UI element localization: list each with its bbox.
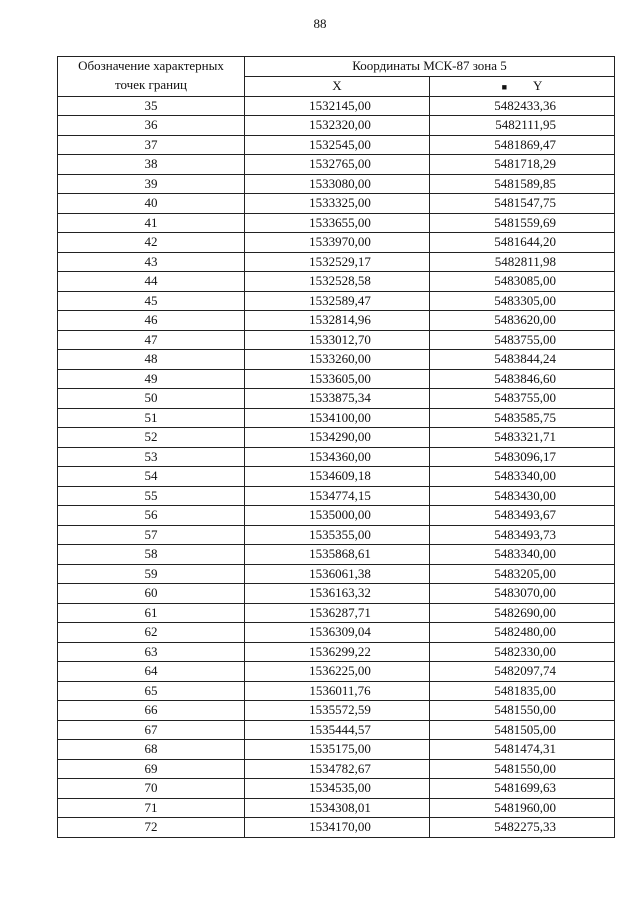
x-coordinate-cell: 1536225,00 xyxy=(245,662,430,682)
x-coordinate-cell: 1535000,00 xyxy=(245,506,430,526)
table-row xyxy=(58,272,615,292)
x-coordinate-cell: 1532145,00 xyxy=(245,96,430,116)
y-coordinate-cell: 5483493,67 xyxy=(430,506,615,526)
point-header-line1: Обозначение характерных xyxy=(58,57,245,77)
y-coordinate-cell: 5483340,00 xyxy=(430,467,615,487)
y-coordinate-cell: 5481474,31 xyxy=(430,740,615,760)
x-coordinate-cell: 1536309,04 xyxy=(245,623,430,643)
x-coordinate-cell: 1535444,57 xyxy=(245,720,430,740)
y-coordinate-cell: 5481559,69 xyxy=(430,213,615,233)
x-coordinate-cell: 1535355,00 xyxy=(245,525,430,545)
y-coordinate-cell: 5483070,00 xyxy=(430,584,615,604)
y-coordinate-cell: 5483755,00 xyxy=(430,330,615,350)
y-coordinate-cell: 5483205,00 xyxy=(430,564,615,584)
point-number-cell: 68 xyxy=(58,740,245,760)
table-row xyxy=(58,740,615,760)
point-number-cell: 35 xyxy=(58,96,245,116)
table-row xyxy=(58,428,615,448)
x-coordinate-cell: 1533012,70 xyxy=(245,330,430,350)
point-header-line2: точек границ xyxy=(58,76,245,96)
table-row xyxy=(58,545,615,565)
coordinates-table xyxy=(57,56,615,838)
y-coordinate-cell: 5481550,00 xyxy=(430,701,615,721)
table-row xyxy=(58,447,615,467)
x-coordinate-cell: 1532814,96 xyxy=(245,311,430,331)
x-coordinate-cell: 1536287,71 xyxy=(245,603,430,623)
table-row xyxy=(58,623,615,643)
y-coordinate-cell: 5481835,00 xyxy=(430,681,615,701)
point-number-cell: 66 xyxy=(58,701,245,721)
y-coordinate-cell: 5481718,29 xyxy=(430,155,615,175)
table-row xyxy=(58,369,615,389)
x-coordinate-cell: 1535175,00 xyxy=(245,740,430,760)
y-coordinate-cell: 5483755,00 xyxy=(430,389,615,409)
point-number-cell: 52 xyxy=(58,428,245,448)
x-coordinate-cell: 1533325,00 xyxy=(245,194,430,214)
x-coordinate-cell: 1533260,00 xyxy=(245,350,430,370)
y-coordinate-cell: 5482433,36 xyxy=(430,96,615,116)
header-row-1 xyxy=(58,57,615,77)
point-number-cell: 48 xyxy=(58,350,245,370)
y-coordinate-cell: 5481547,75 xyxy=(430,194,615,214)
x-coordinate-cell: 1534360,00 xyxy=(245,447,430,467)
table-row xyxy=(58,408,615,428)
y-coordinate-cell: 5482480,00 xyxy=(430,623,615,643)
y-coordinate-cell: 5481644,20 xyxy=(430,233,615,253)
table-row xyxy=(58,818,615,838)
point-number-cell: 45 xyxy=(58,291,245,311)
y-coordinate-cell: 5483620,00 xyxy=(430,311,615,331)
coords-header: Координаты МСК-87 зона 5 xyxy=(245,57,615,77)
y-coordinate-cell: 5482811,98 xyxy=(430,252,615,272)
point-number-cell: 37 xyxy=(58,135,245,155)
point-number-cell: 67 xyxy=(58,720,245,740)
table-row xyxy=(58,233,615,253)
point-number-cell: 43 xyxy=(58,252,245,272)
table-row xyxy=(58,116,615,136)
x-coordinate-cell: 1533080,00 xyxy=(245,174,430,194)
x-coordinate-cell: 1534782,67 xyxy=(245,759,430,779)
x-coordinate-cell: 1532529,17 xyxy=(245,252,430,272)
table-row xyxy=(58,564,615,584)
x-coordinate-cell: 1536299,22 xyxy=(245,642,430,662)
dot-mark: ■ xyxy=(501,81,508,92)
y-header xyxy=(430,76,615,96)
page-number: 88 xyxy=(313,16,327,31)
table-row xyxy=(58,506,615,526)
point-number-cell: 63 xyxy=(58,642,245,662)
x-coordinate-cell: 1536061,38 xyxy=(245,564,430,584)
table-row xyxy=(58,291,615,311)
table-row xyxy=(58,720,615,740)
x-coordinate-cell: 1534170,00 xyxy=(245,818,430,838)
y-coordinate-cell: 5483305,00 xyxy=(430,291,615,311)
table-row xyxy=(58,701,615,721)
point-number-cell: 44 xyxy=(58,272,245,292)
y-coordinate-cell: 5483085,00 xyxy=(430,272,615,292)
x-coordinate-cell: 1532589,47 xyxy=(245,291,430,311)
point-number-cell: 39 xyxy=(58,174,245,194)
point-number-cell: 36 xyxy=(58,116,245,136)
table-row xyxy=(58,350,615,370)
y-coordinate-cell: 5483430,00 xyxy=(430,486,615,506)
table-row xyxy=(58,213,615,233)
point-number-cell: 65 xyxy=(58,681,245,701)
y-coordinate-cell: 5483340,00 xyxy=(430,545,615,565)
point-number-cell: 55 xyxy=(58,486,245,506)
y-coordinate-cell: 5483585,75 xyxy=(430,408,615,428)
point-number-cell: 58 xyxy=(58,545,245,565)
y-coordinate-cell: 5481869,47 xyxy=(430,135,615,155)
y-coordinate-cell: 5483096,17 xyxy=(430,447,615,467)
x-coordinate-cell: 1534100,00 xyxy=(245,408,430,428)
y-coordinate-cell: 5483493,73 xyxy=(430,525,615,545)
table-row xyxy=(58,759,615,779)
point-number-cell: 56 xyxy=(58,506,245,526)
table-row xyxy=(58,330,615,350)
point-number-cell: 46 xyxy=(58,311,245,331)
point-number-cell: 54 xyxy=(58,467,245,487)
x-coordinate-cell: 1533875,34 xyxy=(245,389,430,409)
point-number-cell: 64 xyxy=(58,662,245,682)
point-number-cell: 50 xyxy=(58,389,245,409)
table-row xyxy=(58,155,615,175)
x-coordinate-cell: 1533970,00 xyxy=(245,233,430,253)
table-row xyxy=(58,584,615,604)
table-row xyxy=(58,311,615,331)
table-row xyxy=(58,96,615,116)
y-coordinate-cell: 5482111,95 xyxy=(430,116,615,136)
point-number-cell: 42 xyxy=(58,233,245,253)
x-coordinate-cell: 1532545,00 xyxy=(245,135,430,155)
point-number-cell: 53 xyxy=(58,447,245,467)
y-coordinate-cell: 5483846,60 xyxy=(430,369,615,389)
x-coordinate-cell: 1535868,61 xyxy=(245,545,430,565)
point-number-cell: 40 xyxy=(58,194,245,214)
table-row xyxy=(58,486,615,506)
x-coordinate-cell: 1532528,58 xyxy=(245,272,430,292)
table-row xyxy=(58,467,615,487)
x-coordinate-cell: 1532320,00 xyxy=(245,116,430,136)
point-number-cell: 49 xyxy=(58,369,245,389)
x-header: X xyxy=(245,76,430,96)
table-row xyxy=(58,174,615,194)
point-number-cell: 47 xyxy=(58,330,245,350)
point-number-cell: 60 xyxy=(58,584,245,604)
point-number-cell: 57 xyxy=(58,525,245,545)
point-number-cell: 38 xyxy=(58,155,245,175)
x-coordinate-cell: 1534290,00 xyxy=(245,428,430,448)
x-coordinate-cell: 1534609,18 xyxy=(245,467,430,487)
point-number-cell: 70 xyxy=(58,779,245,799)
table-row xyxy=(58,603,615,623)
point-number-cell: 71 xyxy=(58,798,245,818)
y-coordinate-cell: 5481960,00 xyxy=(430,798,615,818)
table-row xyxy=(58,779,615,799)
table-row xyxy=(58,525,615,545)
x-coordinate-cell: 1533605,00 xyxy=(245,369,430,389)
x-coordinate-cell: 1534774,15 xyxy=(245,486,430,506)
point-number-cell: 69 xyxy=(58,759,245,779)
table-row xyxy=(58,642,615,662)
y-coordinate-cell: 5482690,00 xyxy=(430,603,615,623)
y-coordinate-cell: 5482275,33 xyxy=(430,818,615,838)
point-number-cell: 72 xyxy=(58,818,245,838)
y-coordinate-cell: 5481505,00 xyxy=(430,720,615,740)
table-row xyxy=(58,662,615,682)
point-number-cell: 61 xyxy=(58,603,245,623)
y-header-label: Y xyxy=(533,77,543,93)
header-row-2 xyxy=(58,76,615,96)
x-coordinate-cell: 1536163,32 xyxy=(245,584,430,604)
y-coordinate-cell: 5482330,00 xyxy=(430,642,615,662)
y-coordinate-cell: 5481699,63 xyxy=(430,779,615,799)
x-coordinate-cell: 1533655,00 xyxy=(245,213,430,233)
table-row xyxy=(58,798,615,818)
point-number-cell: 59 xyxy=(58,564,245,584)
table-body xyxy=(58,96,615,837)
x-coordinate-cell: 1534308,01 xyxy=(245,798,430,818)
y-coordinate-cell: 5483321,71 xyxy=(430,428,615,448)
x-coordinate-cell: 1532765,00 xyxy=(245,155,430,175)
point-number-cell: 41 xyxy=(58,213,245,233)
point-number-cell: 51 xyxy=(58,408,245,428)
table-row xyxy=(58,252,615,272)
y-coordinate-cell: 5483844,24 xyxy=(430,350,615,370)
x-coordinate-cell: 1536011,76 xyxy=(245,681,430,701)
x-coordinate-cell: 1534535,00 xyxy=(245,779,430,799)
table-row xyxy=(58,194,615,214)
table-row xyxy=(58,389,615,409)
table-row xyxy=(58,135,615,155)
y-coordinate-cell: 5482097,74 xyxy=(430,662,615,682)
x-coordinate-cell: 1535572,59 xyxy=(245,701,430,721)
y-coordinate-cell: 5481589,85 xyxy=(430,174,615,194)
table-row xyxy=(58,681,615,701)
y-coordinate-cell: 5481550,00 xyxy=(430,759,615,779)
point-number-cell: 62 xyxy=(58,623,245,643)
